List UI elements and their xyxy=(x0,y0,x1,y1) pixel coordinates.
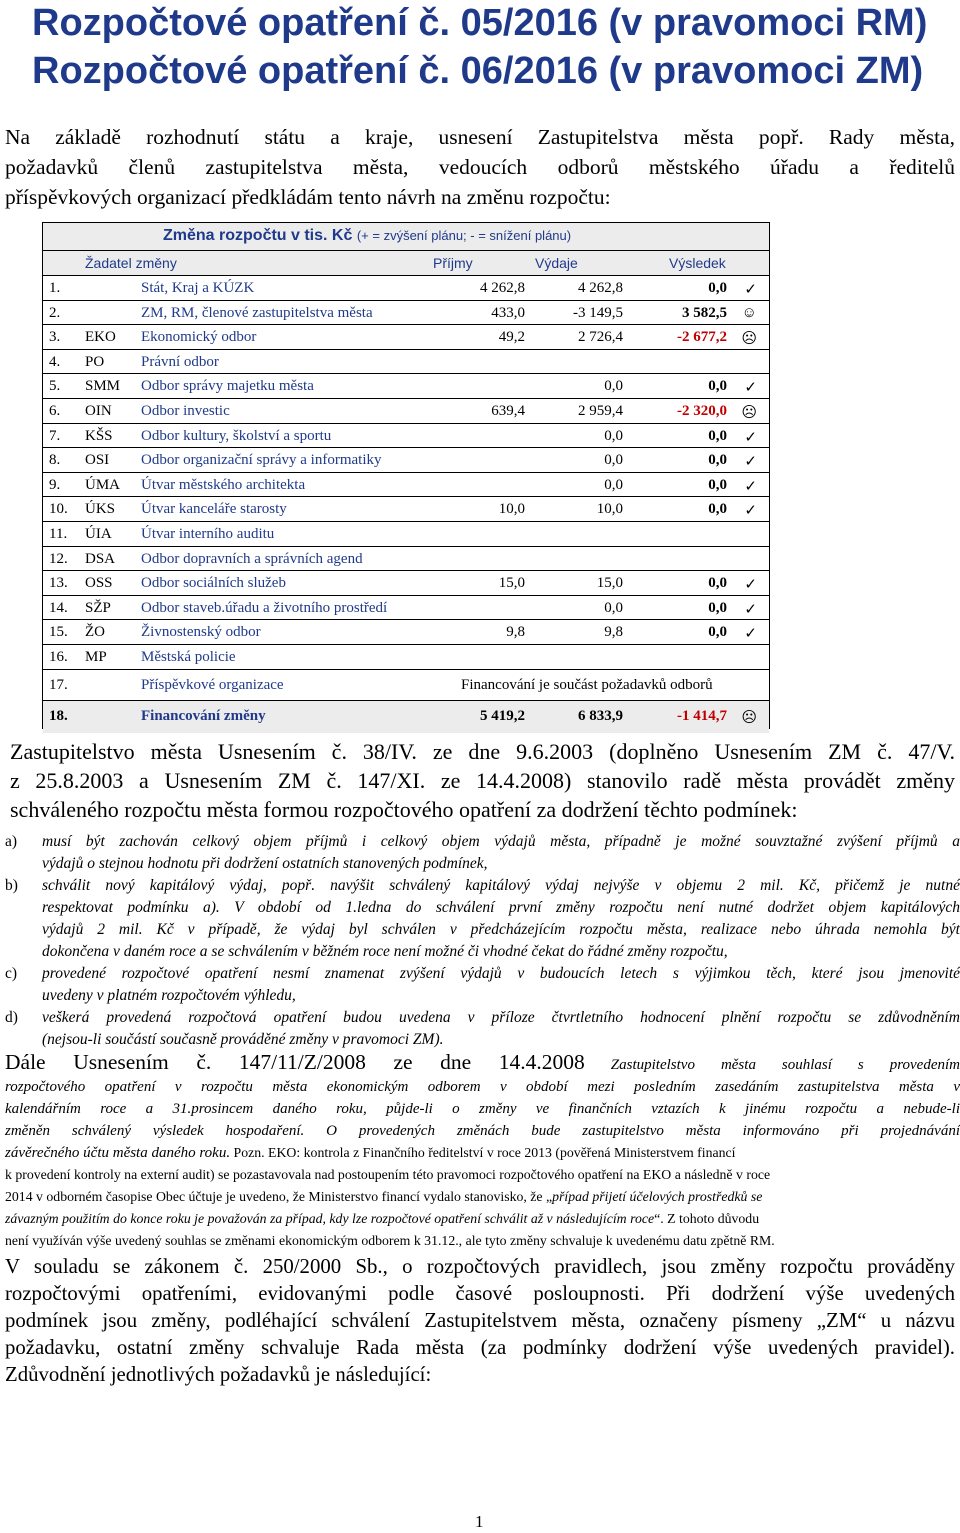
dale-italic-line: kalendářním roce a 31.prosincem daného roku, půjde-li o změny ve finančních vztazích k jinému rozpočtu a nebude-li xyxy=(5,1101,960,1117)
row-prijmy: 5 419,2 xyxy=(480,707,525,724)
row-prijmy: 4 262,8 xyxy=(480,280,525,296)
zastupitelstvo-paragraph xyxy=(10,737,955,824)
col-header-vysledek: Výsledek xyxy=(669,255,726,271)
row-code: ÚMA xyxy=(85,476,121,493)
row-code: PO xyxy=(85,353,105,370)
condition-line: provedené rozpočtové opatření nesmí znamenat zvýšení výdajů v budoucích letech s výjimkou těch, které jsou jmenovité xyxy=(42,965,960,982)
row-vydaje: 0,0 xyxy=(604,378,623,395)
table-row xyxy=(43,645,769,670)
table-row-financovani xyxy=(43,701,769,733)
row-name: Odbor investic xyxy=(141,403,230,419)
souladu-line: rozpočtovými opatřeními, evidovanými podle časové posloupnosti. Při dodržení výše uvedených xyxy=(5,1282,955,1305)
souladu-line: podmínek jsou změny, podléhající schválení Zastupitelstvem města, označeny písmeny „ZM“ u názvu xyxy=(5,1309,955,1332)
col-header-prijmy: Příjmy xyxy=(433,255,473,271)
table-row xyxy=(43,276,769,301)
dale-normal-line: k provedení kontroly na externí audit) se pozastavovala nad postoupením této pravomoci rozpočtového opatření na EKO a následně v roce xyxy=(5,1167,771,1182)
row-vydaje: -3 149,5 xyxy=(573,304,623,321)
row-name: Odbor kultury, školství a sportu xyxy=(141,427,332,444)
dale-italic-first: Zastupitelstvo města souhlasí s provedením xyxy=(610,1057,960,1073)
row-number: 11. xyxy=(49,526,68,542)
conditions-list xyxy=(5,831,960,1051)
row-vydaje: 9,8 xyxy=(604,624,623,641)
col-header-vydaje: Výdaje xyxy=(535,255,578,271)
row-vysledek: 0,0 xyxy=(708,476,727,493)
row-code: ÚIA xyxy=(85,526,112,542)
page-title-1: Rozpočtové opatření č. 05/2016 (v pravomoci RM) xyxy=(32,2,928,44)
table-row xyxy=(43,547,769,572)
row-name: Útvar městského architekta xyxy=(141,476,306,493)
condition-line: uvedeny v platném rozpočtovém výhledu, xyxy=(42,987,296,1004)
condition-line: schválit nový kapitálový výdaj, popř. navýšit schválený kapitálový výdaj nejvýše v objemu 2 mil. Kč, přičemž je nutné xyxy=(42,877,960,894)
row-code: MP xyxy=(85,649,107,665)
table-row xyxy=(43,325,769,350)
row-code: SMM xyxy=(85,378,121,395)
row-number: 17. xyxy=(49,676,68,693)
table-heading-text xyxy=(163,227,571,245)
row-name: Odbor organizační správy a informatiky xyxy=(141,452,382,469)
row-vysledek: 0,0 xyxy=(708,378,727,395)
row-number: 7. xyxy=(49,427,61,444)
row-code: ÚKS xyxy=(85,501,116,518)
row-vydaje: 0,0 xyxy=(604,427,623,444)
zastup-line: z 25.8.2003 a Usnesením ZM č. 147/XI. ze 14.4.2008) stanovilo radě města provádět změny xyxy=(10,768,955,793)
row-code: OSI xyxy=(85,452,110,469)
row-code: ŽO xyxy=(85,624,105,641)
condition-line: (nejsou-li součástí současně prováděné změny v pravomoci ZM). xyxy=(42,1031,444,1048)
condition-label: c) xyxy=(5,965,18,982)
row-prijmy: 49,2 xyxy=(498,329,525,346)
row-code: OSS xyxy=(85,575,113,592)
table-row xyxy=(43,620,769,645)
table-row xyxy=(43,424,769,449)
dale-italic-last: závěrečného účtu města daného roku. xyxy=(5,1145,231,1161)
row-name: Odbor sociálních služeb xyxy=(141,575,286,592)
table-row xyxy=(43,301,769,326)
checkmark-icon: ✓ xyxy=(744,601,757,618)
row-name: Odbor staveb.úřadu a životního prostředí xyxy=(141,599,388,616)
table-row xyxy=(43,522,769,547)
row-name: Právní odbor xyxy=(141,353,219,370)
checkmark-icon: ✓ xyxy=(744,282,757,298)
page-number: 1 xyxy=(475,1512,484,1531)
row-number: 6. xyxy=(49,403,61,419)
row-name: ZM, RM, členové zastupitelstva města xyxy=(141,304,373,321)
condition-line: dokončena v daném roce a se schválením v běžném roce není možné či vhodné čekat do řádné změny rozpočtu, xyxy=(42,943,728,960)
row-number: 5. xyxy=(49,378,61,395)
row-number: 15. xyxy=(49,624,68,641)
zastup-line: schváleného rozpočtu města formou rozpočtového opatření za dodržení těchto podmínek: xyxy=(10,797,798,822)
row-name: Živnostenský odbor xyxy=(141,624,261,641)
table-row xyxy=(43,399,769,424)
intro-line: Na základě rozhodnutí státu a kraje, usnesení Zastupitelstva města popř. Rady města, xyxy=(5,125,955,149)
row-code: EKO xyxy=(85,329,116,346)
condition-label: b) xyxy=(5,877,18,894)
row-note: Financování je součást požadavků odborů xyxy=(461,676,713,693)
row-name: Odbor dopravních a správních agend xyxy=(141,550,363,567)
row-name: Ekonomický odbor xyxy=(141,329,257,346)
row-code: DSA xyxy=(85,550,116,567)
row-prijmy: 9,8 xyxy=(506,624,525,641)
row-code: KŠS xyxy=(85,427,113,444)
row-vydaje: 0,0 xyxy=(604,599,623,616)
row-vysledek: 0,0 xyxy=(708,452,727,469)
row-number: 14. xyxy=(49,599,68,616)
condition-label: a) xyxy=(5,833,18,850)
row-number: 2. xyxy=(49,304,61,321)
table-heading xyxy=(43,223,769,251)
row-prijmy: 433,0 xyxy=(491,304,525,321)
dale-italic-line: rozpočtového opatření v rozpočtu města ekonomickým odborem v období mezi posledním zasedáním zastupitelstva města v xyxy=(5,1079,960,1095)
row-vysledek: 0,0 xyxy=(708,280,727,296)
checkmark-icon: ✓ xyxy=(744,478,757,495)
row-name: Odbor správy majetku města xyxy=(141,378,314,395)
row-vydaje: 4 262,8 xyxy=(578,280,623,296)
row-number: 1. xyxy=(49,280,61,296)
row-name: Útvar interního auditu xyxy=(141,526,275,542)
table-row xyxy=(43,473,769,498)
row-vydaje: 15,0 xyxy=(596,575,623,592)
checkmark-icon: ✓ xyxy=(744,503,757,520)
intro-paragraph xyxy=(5,122,955,212)
table-row xyxy=(43,374,769,399)
row-name: Příspěvkové organizace xyxy=(141,676,284,693)
table-row xyxy=(43,571,769,596)
table-row xyxy=(43,497,769,522)
quote-italic: případ přijetí účelových prostředků se xyxy=(552,1189,763,1204)
condition-line: veškerá provedená rozpočtová opatření budou uvedena v příloze čtvrtletního hodnocení plnění rozpočtu se zdůvodněním xyxy=(42,1009,960,1026)
dale-normal-line: 2014 v odborném časopise Obec účtuje je uvedeno, že Ministerstvo financí vydalo stanovisko, že „ xyxy=(5,1189,553,1204)
condition-item xyxy=(5,831,960,875)
dale-paragraph xyxy=(5,1051,960,1252)
row-prijmy: 639,4 xyxy=(491,403,525,419)
row-vysledek: -1 414,7 xyxy=(677,707,727,724)
condition-line: respektovat podmínku a). V období od 1.ledna do schválení první změny rozpočtu není nutné dodržet objem kapitálových xyxy=(42,899,960,916)
table-heading-note: (+ = zvýšení plánu; - = snížení plánu) xyxy=(356,228,572,243)
row-vydaje: 2 726,4 xyxy=(578,329,623,346)
row-name: Stát, Kraj a KÚZK xyxy=(141,280,255,296)
souladu-paragraph xyxy=(5,1253,955,1388)
col-header-zadatel: Žadatel změny xyxy=(85,255,177,271)
after-quote: “. Z tohoto důvodu xyxy=(654,1211,760,1226)
row-prijmy: 10,0 xyxy=(498,501,525,518)
dale-last-line: není využíván výše uvedený souhlas se změnami ekonomickým odborem k 31.12., ale tyto změny schvaluje k uvedenému datu zpětně RM. xyxy=(5,1233,775,1248)
frown-icon: ☹ xyxy=(741,331,757,348)
row-name: Financování změny xyxy=(141,707,266,724)
row-number: 9. xyxy=(49,476,61,493)
checkmark-icon: ✓ xyxy=(744,380,757,397)
row-vydaje: 0,0 xyxy=(604,452,623,469)
table-column-headers xyxy=(43,251,769,276)
condition-line: výdajů o stejnou hodnotu při dodržení ostatních stanovených podmínek, xyxy=(42,855,488,872)
row-vydaje: 10,0 xyxy=(596,501,623,518)
row-vydaje: 0,0 xyxy=(604,476,623,493)
souladu-line: požadavku, ostatní změny schvaluje Rada města (za podmínky dodržení výše uvedených pravidel). xyxy=(5,1336,955,1359)
row-number: 16. xyxy=(49,649,68,665)
row-prijmy: 15,0 xyxy=(498,575,525,592)
row-number: 3. xyxy=(49,329,61,346)
checkmark-icon: ✓ xyxy=(744,626,757,643)
checkmark-icon: ✓ xyxy=(744,577,757,594)
condition-line: výdajů 2 mil. Kč v případě, že výdaj byl schválen v předcházejícím rozpočtu města, realizace nebo úhrada nemohla být xyxy=(42,921,960,938)
row-vysledek: 3 582,5 xyxy=(682,304,727,321)
quote-italic: závazným použitím do konce roku je považován za případ, kdy lze rozpočtové opatření schválit až v následujícím roce xyxy=(5,1211,655,1226)
budget-change-table xyxy=(42,222,770,729)
row-vysledek: -2 320,0 xyxy=(677,403,727,419)
table-row xyxy=(43,596,769,621)
row-name: Útvar kanceláře starosty xyxy=(141,501,287,518)
row-number: 10. xyxy=(49,501,68,518)
row-vysledek: 0,0 xyxy=(708,575,727,592)
intro-line: příspěvkových organizací předkládám tento návrh na změnu rozpočtu: xyxy=(5,185,611,209)
row-code: OIN xyxy=(85,403,112,419)
dale-lead: Dále Usnesením č. 147/11/Z/2008 ze dne 14.4.2008 xyxy=(5,1050,585,1074)
frown-icon: ☹ xyxy=(741,709,757,726)
row-vysledek: 0,0 xyxy=(708,501,727,518)
row-vydaje: 2 959,4 xyxy=(578,403,623,419)
row-number: 8. xyxy=(49,452,61,469)
page-title-2: Rozpočtové opatření č. 06/2016 (v pravomoci ZM) xyxy=(32,50,924,92)
table-heading-bold: Změna rozpočtu v tis. Kč xyxy=(163,227,353,244)
condition-item xyxy=(5,963,960,1007)
row-vysledek: 0,0 xyxy=(708,624,727,641)
row-name: Městská policie xyxy=(141,649,236,665)
dale-italic-line: změněn schválený výsledek hospodaření. O provedených změnách bude zastupitelstvo města informováno při projednávání xyxy=(5,1123,960,1139)
zastup-line: Zastupitelstvo města Usnesením č. 38/IV. ze dne 9.6.2003 (doplněno Usnesením ZM č. 47/V. xyxy=(10,739,955,764)
condition-label: d) xyxy=(5,1009,18,1026)
row-vysledek: -2 677,2 xyxy=(677,329,727,346)
row-number: 13. xyxy=(49,575,68,592)
condition-item xyxy=(5,875,960,963)
table-row xyxy=(43,448,769,473)
row-number: 18. xyxy=(49,707,68,724)
checkmark-icon: ✓ xyxy=(744,429,757,446)
table-row-prispevkove xyxy=(43,670,769,701)
row-number: 4. xyxy=(49,353,61,370)
souladu-last: Zdůvodnění jednotlivých požadavků je následující: xyxy=(5,1363,432,1386)
intro-line: požadavků členů zastupitelstva města, vedoucích odborů městského úřadu a ředitelů xyxy=(5,155,955,179)
row-code: SŽP xyxy=(85,599,111,616)
condition-item xyxy=(5,1007,960,1051)
row-vysledek: 0,0 xyxy=(708,599,727,616)
row-number: 12. xyxy=(49,550,68,567)
frown-icon: ☹ xyxy=(741,405,757,421)
pozn-line: Pozn. EKO: kontrola z Finančního ředitelství v roce 2013 (pověřená Ministerstvem financí xyxy=(233,1145,736,1160)
table-row xyxy=(43,350,769,375)
souladu-line: V souladu se zákonem č. 250/2000 Sb., o rozpočtových pravidlech, jsou změny rozpočtu prováděny xyxy=(5,1255,955,1278)
row-vysledek: 0,0 xyxy=(708,427,727,444)
checkmark-icon: ✓ xyxy=(744,454,757,471)
smiley-icon: ☺ xyxy=(741,304,757,321)
row-vydaje: 6 833,9 xyxy=(578,707,623,724)
condition-line: musí být zachován celkový objem příjmů i celkový objem výdajů města, případně je možné souvztažné zvýšení příjmů a xyxy=(42,833,960,850)
